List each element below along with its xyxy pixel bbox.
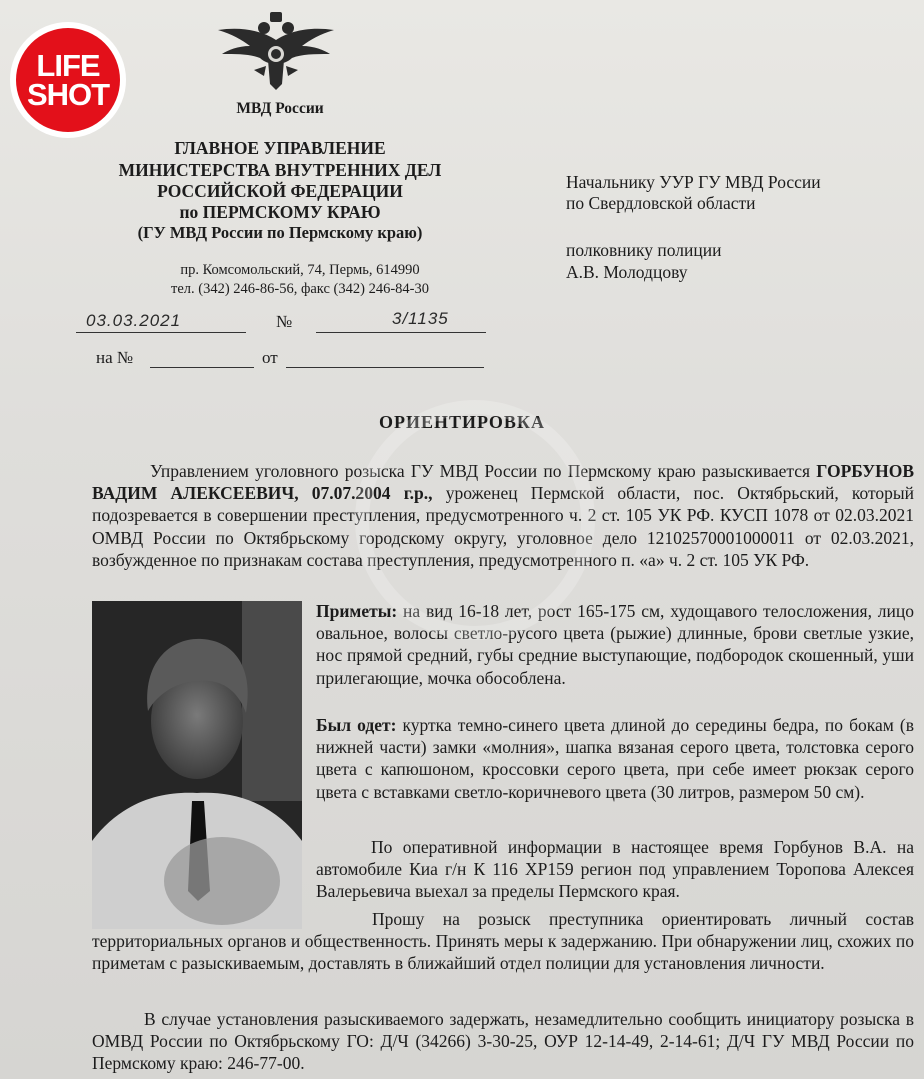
number-line [316,332,486,333]
intro-rest: уроженец Пермской области, пос. Октябрьский, который подозревается в совершении преступления, предусмотренного ч. 2 ст. 105 УК РФ. КУСП 1078 от 02.03.2021 ОМВД России по Октябрьскому городскому округу, уголовное дело 12102570001000011 от 02.03.2021, возбужденное по признакам состава преступления, предусмотренного п. «а» ч. 2 ст. 105 УК РФ. [92,483,915,570]
date-line [76,332,246,333]
clothes-paragraph [316,714,914,803]
signs-label: Приметы: [316,601,398,621]
signs-text: на вид 16-18 лет, рост 165-175 см, худощавого телосложения, лицо овальное, волосы светло-русого цвета (рыжие) длинные, брови светлые узкие, нос прямой средний, губы средние выступающие, подбородок скошенный, уши прилегающие, мочка обособлена. [316,601,914,688]
org-line-2: МИНИСТЕРСТВА ВНУТРЕННИХ ДЕЛ [118,160,442,180]
lifeshot-logo [10,22,126,138]
ministry-name: МВД России [236,100,324,117]
clothes-text: куртка темно-синего цвета длиной до середины бедра, по бокам (в нижней части) замки «молния», шапка вязаная серого цвета, толстовка серого цвета с капюшоном, кроссовки серого цвета, при себе имеет рюкзак серого цвета с вставками светло-коричневого цвета (30 литров, размером 50 см). [316,715,914,802]
addressee-line-2: по Свердловской области [566,193,756,213]
org-phone: тел. (342) 246-86-56, факс (342) 246-84-30 [171,281,429,297]
org-line-4: по ПЕРМСКОМУ КРАЮ [179,202,381,222]
org-line-3: РОССИЙСКОЙ ФЕДЕРАЦИИ [157,181,403,201]
lifeshot-logo-badge [16,28,120,132]
addressee-line-1: Начальнику УУР ГУ МВД России [566,172,821,192]
contact-paragraph: В случае установления разыскиваемого задержать, незамедлительно сообщить инициатору розыска в ОМВД России по Октябрьскому ГО: Д/Ч (34266) 3-30-25, ОУР 12-14-49, 2-14-61; Д/Ч ГУ МВД России по Пермскому краю: 246-77-00. [92,1009,914,1074]
suspect-photo [92,601,302,929]
number-label: № [276,312,293,331]
logo-line-1: LIFE [36,47,100,83]
wanted-person-name: ГОРБУНОВ ВАДИМ АЛЕКСЕЕВИЧ, 07.07.2004 г.р., [92,461,914,504]
addressee-line-3: полковнику полиции [566,240,722,260]
document-title: ОРИЕНТИРОВКА [379,412,545,432]
reference-date-label: от [262,348,278,367]
double-headed-eagle-emblem-icon [214,10,338,92]
watermark-ring [355,400,595,640]
handwritten-number: 3/1135 [392,309,449,328]
reference-date-line [286,367,484,368]
reference-number-line [150,367,254,368]
request-paragraph: Прошу на розыск преступника ориентировать личный состав территориальных органов и общественность. Принять меры к задержанию. При обнаружении лиц, схожих по приметам с разыскиваемым, доставлять в ближайший отдел полиции для установления личности. [92,909,914,974]
clothes-label: Был одет: [316,715,397,735]
suspect-photo-image [92,601,302,929]
operative-paragraph: По оперативной информации в настоящее время Горбунов В.А. на автомобиле Киа г/н К 116 ХР159 регион под управлением Торопова Алексея Валерьевича выехал за пределы Пермского края. [316,837,914,902]
intro-start: Управлением уголовного розыска ГУ МВД России по Пермскому краю разыскивается [150,461,811,481]
reference-number-label: на № [96,348,134,367]
addressee-line-4: А.В. Молодцову [566,262,688,282]
org-line-5: (ГУ МВД России по Пермскому краю) [137,223,423,242]
handwritten-date: 03.03.2021 [86,311,182,330]
logo-line-2: SHOT [26,77,110,112]
org-address: пр. Комсомольский, 74, Пермь, 614990 [180,262,420,278]
org-line-1: ГЛАВНОЕ УПРАВЛЕНИЕ [174,138,386,158]
